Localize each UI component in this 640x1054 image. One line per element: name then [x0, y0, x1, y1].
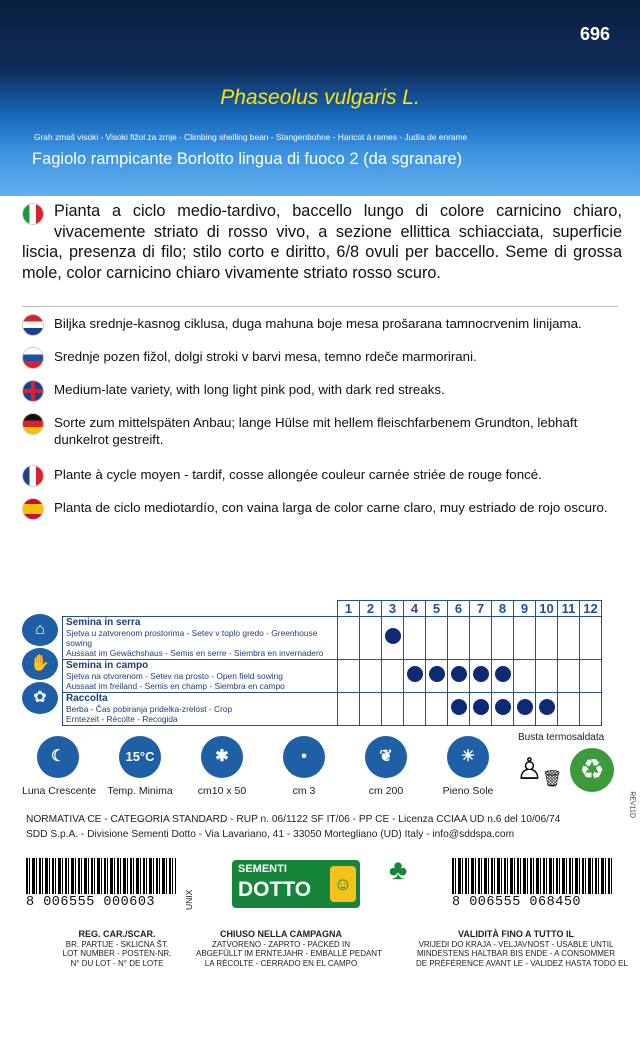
month-header-row — [63, 601, 602, 617]
calendar-cell — [580, 693, 602, 726]
growing-info-item — [186, 736, 258, 797]
barcode-left-number: 8 006555 000603 — [26, 895, 156, 910]
header-banner — [0, 0, 640, 196]
calendar-cell — [580, 617, 602, 660]
person-disposal-icon: ♙ — [516, 753, 543, 786]
product-code: 696 — [579, 24, 610, 44]
calendar-cell — [382, 617, 404, 660]
france-flag-icon — [22, 465, 44, 487]
calendar-dot — [495, 699, 511, 715]
description-it — [22, 201, 622, 283]
footer-valid-line: DE PRÉFÉRENCE AVANT LE - VALIDEZ HASTA TODO EL — [416, 958, 628, 968]
calendar-cell — [470, 693, 492, 726]
calendar-table — [62, 600, 602, 726]
calendar-cell — [514, 693, 536, 726]
unix-label: UNIX — [184, 889, 194, 910]
mascot-icon: ☺ — [330, 866, 356, 902]
description-fr-text: Plante à cycle moyen - tardif, cosse allongée couleur carnée striée de rouge foncé. — [54, 467, 542, 482]
calendar-cell — [426, 693, 448, 726]
legal-info — [26, 813, 560, 842]
calendar-cell — [360, 617, 382, 660]
calendar-cell — [338, 617, 360, 660]
calendar-cell — [580, 660, 602, 693]
slovenia-flag-icon — [22, 347, 44, 369]
growing-info-item — [104, 736, 176, 797]
footer-packed-line: ABGEFÜLLT IM ERNTEJAHR - EMBALLÉ PEDANT — [196, 949, 382, 958]
calendar-cell — [448, 660, 470, 693]
description-en-text: Medium-late variety, with long light pink pod, with dark red streaks. — [54, 382, 445, 397]
revision-code: REV11D — [629, 791, 636, 818]
calendar-row-subtitle: Erntezeit - Récolte - Recogida — [66, 714, 178, 724]
calendar-cell — [382, 693, 404, 726]
footer-packed-line: LA RÉCOLTE - CERRADO EN EL CAMPO — [204, 958, 358, 968]
calendar-dot — [517, 699, 533, 715]
calendar-icons — [22, 614, 62, 716]
calendar-row-title: Raccolta — [66, 693, 108, 704]
footer-lot-line: BR. PARTIJE - SKLICNA ŠT. — [65, 939, 169, 949]
brand-line-1: SEMENTI — [238, 863, 287, 875]
field-sowing-icon: ✋ — [22, 648, 58, 680]
month-header-blank — [63, 601, 338, 617]
calendar-cell — [470, 660, 492, 693]
calendar-cell — [514, 617, 536, 660]
spacing-icon: ✱ — [201, 736, 243, 778]
croatia-flag-icon — [22, 314, 44, 336]
month-label: 12 — [580, 601, 602, 617]
footer-lot — [62, 930, 172, 968]
calendar-row-subtitle: Sjetva u zatvorenom prostorima - Setev v toplo gredo - Greenhouse sowing — [66, 628, 318, 648]
height-icon: ❦ — [365, 736, 407, 778]
product-name: Fagiolo rampicante Borlotto lingua di fuoco 2 (da sgranare) — [32, 150, 463, 168]
calendar-cell — [558, 693, 580, 726]
calendar-row-label — [63, 660, 338, 693]
growing-info-label: cm 3 — [292, 785, 316, 797]
calendar-cell — [492, 617, 514, 660]
month-label: 1 — [338, 601, 360, 617]
depth-icon: • — [283, 736, 325, 778]
barcode-left-bars — [26, 858, 176, 894]
divider — [22, 306, 618, 307]
footer-lot-title: REG. CAR./SCAR. — [78, 929, 156, 939]
month-label: 4 — [404, 601, 426, 617]
calendar-row-subtitle: Aussaat im Gewächshaus - Semis en serre - Siembra en invernadero — [66, 648, 324, 658]
calendar-dot — [451, 699, 467, 715]
growing-info-item — [22, 736, 97, 797]
footer-packed — [196, 929, 382, 968]
barcode-right-bars — [452, 858, 612, 894]
calendar-cell — [426, 617, 448, 660]
footer-packed-line: ZATVORENO - ZAPRTO - PACKED IN — [211, 939, 351, 949]
clover-logo-icon: ♣ — [388, 854, 408, 885]
month-label: 2 — [360, 601, 382, 617]
growing-info-label: Temp. Minima — [107, 785, 173, 797]
month-label: 9 — [514, 601, 536, 617]
growing-info-label: Luna Crescente — [22, 785, 97, 797]
calendar-cell — [558, 660, 580, 693]
calendar-row-subtitle: Berba - Čas pobiranja pridelka-zrelost - Crop — [66, 704, 233, 714]
calendar-row — [63, 660, 602, 693]
month-label: 11 — [558, 601, 580, 617]
growing-info-item — [350, 736, 422, 797]
growing-info-item — [432, 736, 504, 797]
footer-lot-line: N° DU LOT - N° DE LOTE — [70, 958, 164, 968]
calendar-cell — [448, 693, 470, 726]
growing-info-item — [268, 736, 340, 797]
legal-line-2: SDD S.p.A. - Divisione Sementi Dotto - Via Lavariano, 41 - 33050 Mortegliano (UD) Italy - info@sddspa.com — [26, 828, 515, 840]
month-label: 8 — [492, 601, 514, 617]
calendar-row-label — [63, 617, 338, 660]
calendar-cell — [426, 660, 448, 693]
month-label: 7 — [470, 601, 492, 617]
month-label: 5 — [426, 601, 448, 617]
calendar-row-subtitle: Sjetva na otvorenom - Setev na prosto - Open field sowing — [66, 671, 283, 681]
calendar-cell — [448, 617, 470, 660]
calendar-dot — [429, 666, 445, 682]
footer-valid — [416, 929, 628, 968]
brand-line-2: DOTTO — [238, 878, 312, 901]
sowing-calendar — [22, 600, 614, 724]
moon-icon: ☾ — [37, 736, 79, 778]
calendar-row-subtitle: Aussaat im freiland - Semis en champ - Siembra en campo — [66, 681, 285, 691]
calendar-dot — [385, 628, 401, 644]
barcode-right-number: 8 006555 068450 — [452, 895, 582, 910]
description-sl-text: Srednje pozen fižol, dolgi stroki v barvi mesa, temno rdeče marmorirani. — [54, 349, 477, 364]
calendar-cell — [382, 660, 404, 693]
description-it-text: Pianta a ciclo medio-tardivo, baccello lungo di colore carnicino chiaro, vivacemente striato di rosso vivo, a sezione ellittica schiacciata, superficie liscia, presenza di filo; stilo corto e diritto, 6/8 ovuli per baccello. Seme di grossa mole, color carnicino chiaro vivamente striato rosso scuro. — [22, 202, 622, 282]
uk-flag-icon — [22, 380, 44, 402]
sun-icon: ☀ — [447, 736, 489, 778]
sementi-dotto-logo — [232, 860, 360, 908]
calendar-cell — [492, 660, 514, 693]
thermometer-icon: 15°C — [119, 736, 161, 778]
calendar-dot — [473, 666, 489, 682]
bin-icon: 🗑 — [542, 771, 563, 788]
growing-info-label: Pieno Sole — [442, 785, 494, 797]
name-translations: Grah zmaš visoki - Visoki fižol za zrnje - Climbing shelling bean - Stangenbohne - Haricot à rames - Judía de enrame — [34, 132, 468, 142]
recycle-icon: ♻ — [570, 748, 614, 792]
month-label: 6 — [448, 601, 470, 617]
calendar-cell — [338, 693, 360, 726]
calendar-cell — [536, 617, 558, 660]
calendar-cell — [404, 617, 426, 660]
calendar-dot — [473, 699, 489, 715]
calendar-cell — [338, 660, 360, 693]
italy-flag-icon — [22, 203, 44, 225]
calendar-cell — [360, 660, 382, 693]
greenhouse-icon: ⌂ — [22, 614, 58, 646]
calendar-cell — [404, 693, 426, 726]
calendar-cell — [514, 660, 536, 693]
calendar-cell — [360, 693, 382, 726]
calendar-dot — [407, 666, 423, 682]
calendar-cell — [470, 617, 492, 660]
latin-name: Phaseolus vulgaris L. — [220, 86, 420, 109]
harvest-icon: ✿ — [22, 682, 58, 714]
footer-valid-title: VALIDITÀ FINO A TUTTO IL — [458, 929, 574, 939]
calendar-row — [63, 617, 602, 660]
calendar-row-title: Semina in serra — [66, 617, 141, 628]
footer-valid-line: VRIJEDI DO KRAJA - VELJAVNOST - USABLE UNTIL — [418, 939, 614, 949]
footer-valid-line: MINDESTENS HALTBAR BIS ENDE - A CONSOMMER — [416, 949, 616, 958]
legal-line-1: NORMATIVA CE - CATEGORIA STANDARD - RUP n. 06/1122 SF IT/06 - PP CE - Licenza CCIAA UD n.6 del 10/06/74 — [26, 814, 561, 825]
calendar-dot — [451, 666, 467, 682]
germany-flag-icon — [22, 413, 44, 435]
calendar-cell — [404, 660, 426, 693]
packaging-label: Busta termosaldata — [518, 732, 605, 743]
description-de-text: Sorte zum mittelspäten Anbau; lange Hülse mit hellem fleischfarbenem Grundton, lebhaft dunkelrot gestreift. — [54, 415, 578, 447]
barcode-left — [26, 858, 176, 910]
growing-info-label: cm 200 — [368, 785, 404, 797]
footer-lot-line: LOT NUMBER - POSTEN-NR. — [62, 949, 172, 958]
calendar-cell — [492, 693, 514, 726]
spain-flag-icon — [22, 498, 44, 520]
calendar-row — [63, 693, 602, 726]
calendar-cell — [536, 660, 558, 693]
calendar-dot — [539, 699, 555, 715]
calendar-cell — [558, 617, 580, 660]
footer-packed-title: CHIUSO NELLA CAMPAGNA — [220, 929, 342, 939]
growing-info-label: cm10 x 50 — [197, 785, 247, 797]
calendar-dot — [495, 666, 511, 682]
month-label: 10 — [536, 601, 558, 617]
description-es-text: Planta de ciclo mediotardío, con vaina larga de color carne claro, muy estriado de rojo oscuro. — [54, 500, 608, 515]
calendar-row-title: Semina in campo — [66, 660, 149, 671]
calendar-cell — [536, 693, 558, 726]
barcode-right — [452, 858, 612, 910]
calendar-row-label — [63, 693, 338, 726]
description-hr-text: Biljka srednje-kasnog ciklusa, duga mahuna boje mesa prošarana tamnocrvenim linijama. — [54, 316, 582, 331]
month-label: 3 — [382, 601, 404, 617]
